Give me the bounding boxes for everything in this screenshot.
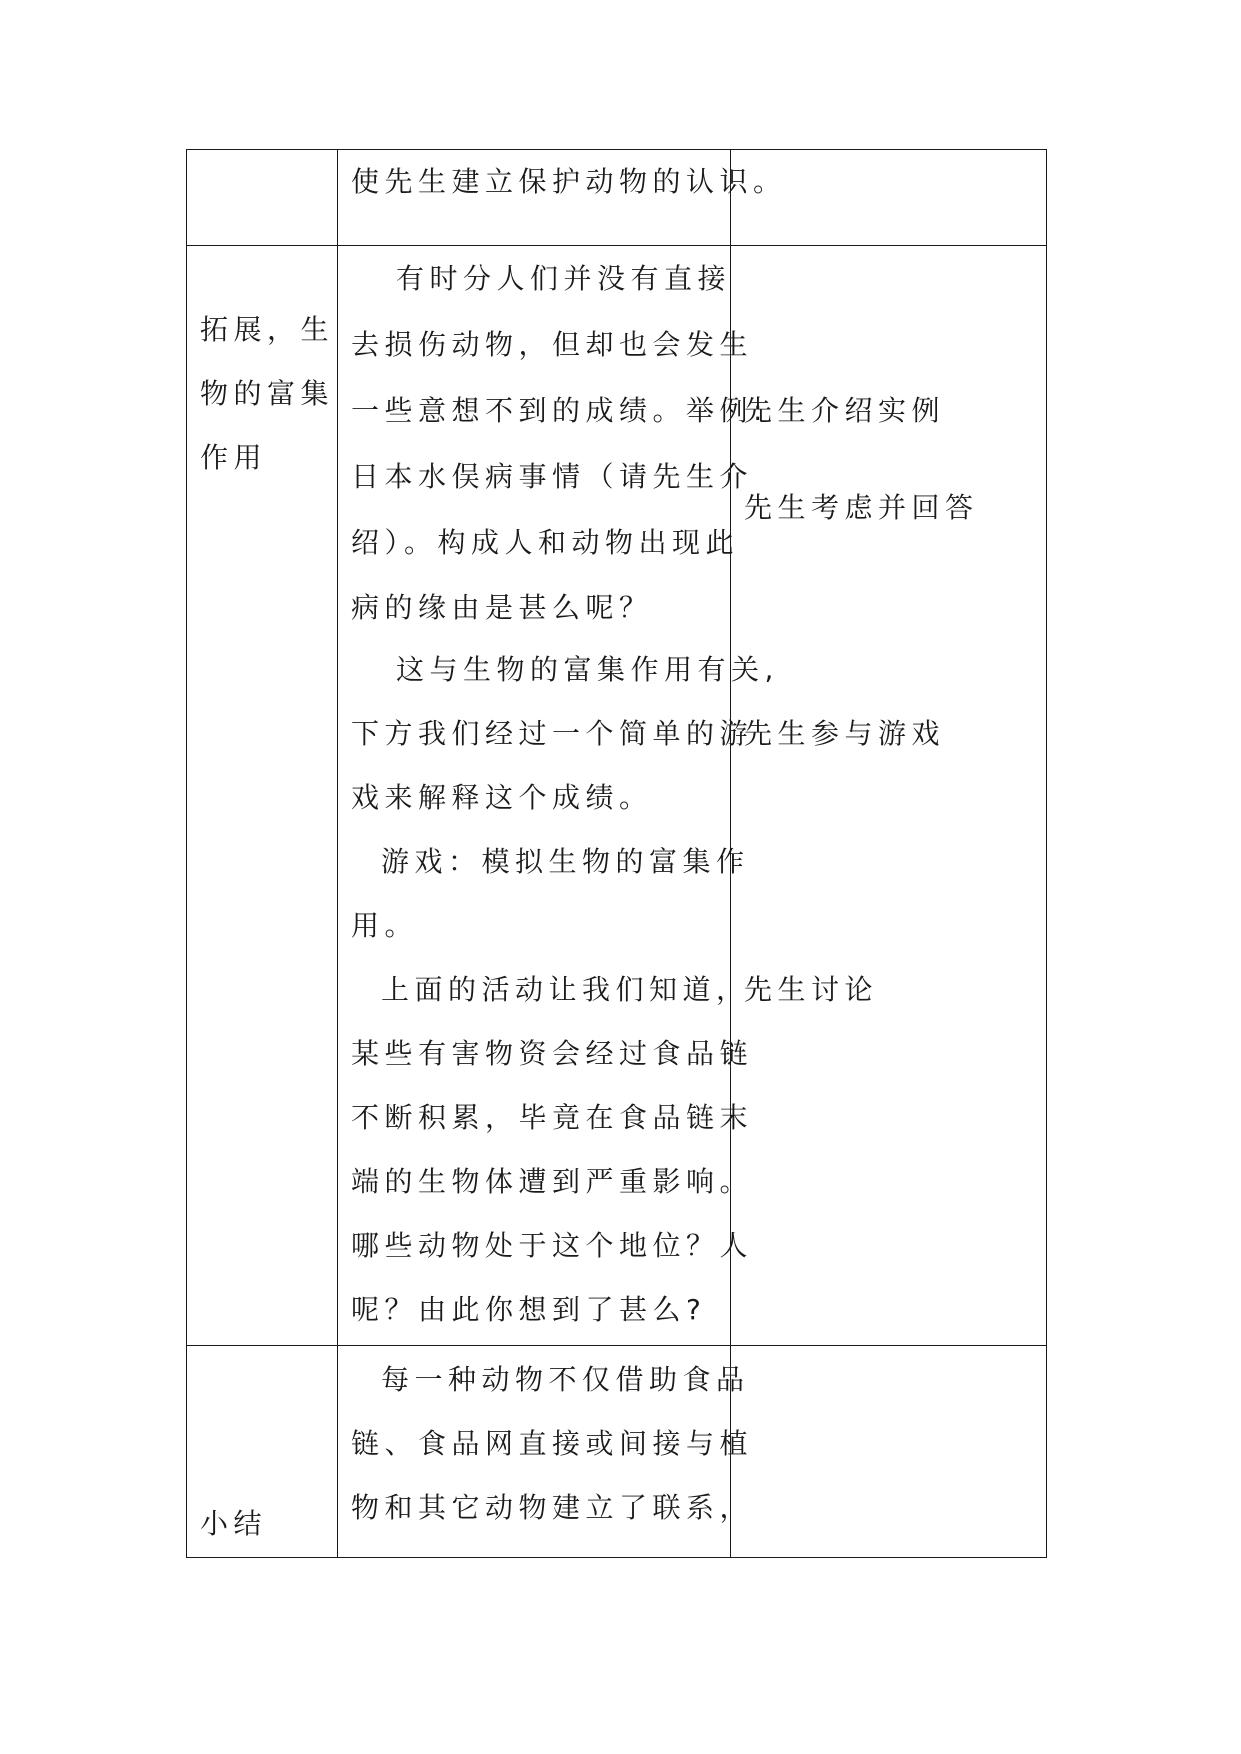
row2-activity-line7: 这与生物的富集作用有关,: [396, 653, 779, 686]
column-divider-1: [337, 149, 338, 1558]
row2-student-activity-1: 先生介绍实例: [744, 394, 946, 427]
table-top-border: [186, 149, 1047, 150]
table-right-border: [1046, 149, 1047, 1558]
row2-activity-line17: 呢？由此你想到了甚么?: [351, 1293, 707, 1326]
row2-activity-line15: 端的生物体遭到严重影响。: [351, 1165, 754, 1198]
row2-activity-line4: 日本水俣病事情（请先生介: [351, 460, 754, 493]
row-divider-2: [186, 1345, 1047, 1346]
row3-activity-line2: 链、食品网直接或间接与植: [351, 1427, 754, 1460]
row2-activity-line2: 去损伤动物，但却也会发生: [351, 328, 754, 361]
row2-activity-line14: 不断积累，毕竟在食品链末: [351, 1101, 754, 1134]
row2-activity-line9: 戏来解释这个成绩。: [351, 781, 653, 814]
row2-section-label-line3: 作用: [200, 441, 268, 474]
row2-activity-line13: 某些有害物资会经过食品链: [351, 1037, 754, 1070]
row2-student-activity-2: 先生考虑并回答: [744, 491, 979, 524]
row2-activity-line6: 病的缘由是甚么呢？: [351, 591, 653, 624]
row1-activity-text: 使先生建立保护动物的认识。: [351, 165, 787, 198]
table-left-border: [186, 149, 187, 1558]
row2-section-label-line1: 拓展，生: [200, 313, 335, 346]
row2-student-activity-4: 先生讨论: [744, 973, 879, 1006]
row3-activity-line1: 每一种动物不仅借助食品: [381, 1363, 750, 1396]
row2-activity-line5: 绍）。构成人和动物出现此: [351, 526, 740, 559]
row2-activity-line1: 有时分人们并没有直接: [396, 262, 732, 295]
row2-activity-line11: 用。: [351, 909, 419, 942]
row2-activity-line8: 下方我们经过一个简单的游: [351, 717, 754, 750]
table-bottom-border: [186, 1557, 1047, 1558]
row2-activity-line3: 一些意想不到的成绩。举例:: [351, 394, 768, 427]
row3-activity-line3: 物和其它动物建立了联系，: [351, 1491, 754, 1524]
row3-section-label: 小结: [200, 1507, 268, 1540]
row2-section-label-line2: 物的富集: [200, 377, 335, 410]
row2-activity-line16: 哪些动物处于这个地位？人: [351, 1229, 754, 1262]
row2-activity-line12: 上面的活动让我们知道，: [381, 973, 750, 1006]
row2-activity-line10: 游戏：模拟生物的富集作: [381, 845, 750, 878]
row2-student-activity-3: 先生参与游戏: [744, 717, 946, 750]
row-divider-1: [186, 245, 1047, 246]
